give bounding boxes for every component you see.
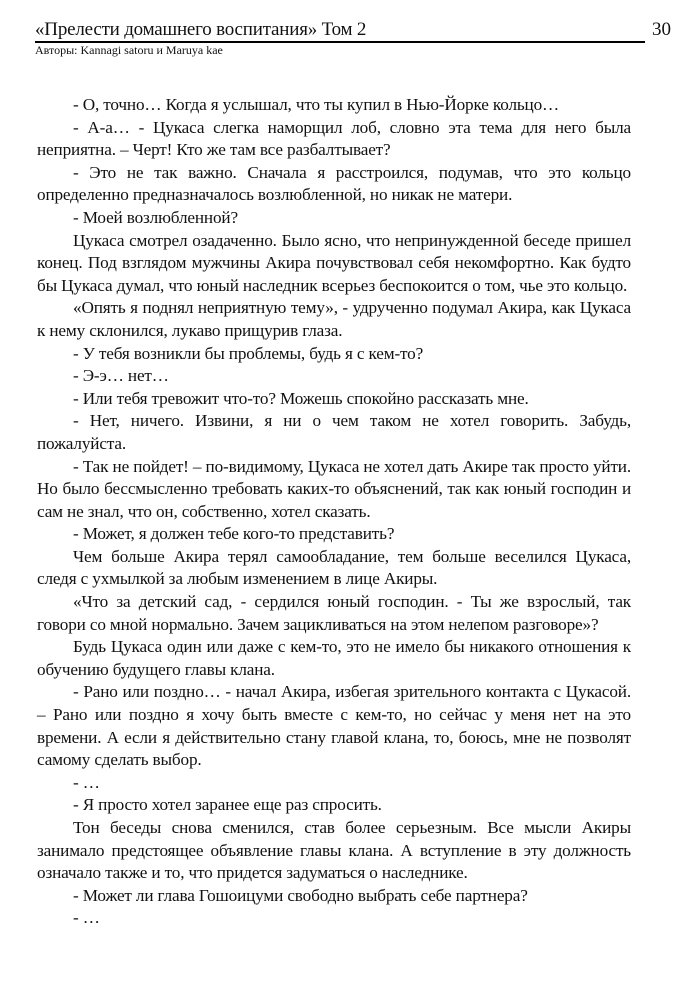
paragraph: «Опять я поднял неприятную тему», - удрученно подумал Акира, как Цукаса к нему склонился, лукаво прищурив глаза. xyxy=(37,298,631,340)
paragraph: - Так не пойдет! – по-видимому, Цукаса не хотел дать Акире так просто уйти. Но было бессмысленно требовать каких-то объяснений, так как юный господин и сам не знал, что он, собственно, хотел сказать. xyxy=(37,456,631,521)
paragraph: - Нет, ничего. Извини, я ни о чем таком не хотел говорить. Забудь, пожалуйста. xyxy=(37,411,631,453)
paragraph: Тон беседы снова сменился, став более серьезным. Все мысли Акиры занимало предстоящее объявление главы клана. А вступление в эту должность означало также и то, что придется задуматься о наследнике. xyxy=(37,818,631,883)
paragraph: - … xyxy=(73,908,100,928)
body-text xyxy=(37,94,631,930)
paragraph: «Что за детский сад, - сердился юный господин. - Ты же взрослый, так говори со мной нормально. Зачем зацикливаться на этом нелепом разговоре»? xyxy=(37,592,631,634)
book-title: «Прелести домашнего воспитания» Том 2 xyxy=(35,20,645,43)
paragraph: Чем больше Акира терял самообладание, тем больше веселился Цукаса, следя с ухмылкой за любым изменением в лице Акиры. xyxy=(37,546,631,589)
paragraph: - Рано или поздно… - начал Акира, избегая зрительного контакта с Цукасой. – Рано или поздно я хочу быть вместе с кем-то, но сейчас у меня нет на это времени. А если я действительно стану главой клана, то, боюсь, мне не позволят самому сделать выбор. xyxy=(37,682,631,770)
paragraph: - Может, я должен тебе кого-то представить? xyxy=(73,524,395,544)
page-number: 30 xyxy=(652,19,671,40)
paragraph: - … xyxy=(73,772,100,792)
paragraph: - У тебя возникли бы проблемы, будь я с кем-то? xyxy=(73,343,424,363)
paragraph: Цукаса смотрел озадаченно. Было ясно, что непринужденной беседе пришел конец. Под взглядом мужчины Акира почувствовал себя некомфортно. Как будто бы Цукаса думал, что юный наследник всерьез беспокоится о том, чье это кольцо. xyxy=(37,230,631,295)
paragraph: - Я просто хотел заранее еще раз спросить. xyxy=(73,795,382,815)
paragraph: - Или тебя тревожит что-то? Можешь спокойно рассказать мне. xyxy=(73,388,529,408)
paragraph: - Э-э… нет… xyxy=(73,366,169,386)
paragraph: - Моей возлюбленной? xyxy=(73,207,238,227)
paragraph: - А-а… - Цукаса слегка наморщил лоб, словно эта тема для него была неприятна. – Черт! Кто же там все разбалтывает? xyxy=(37,117,631,160)
page-header xyxy=(35,20,645,57)
paragraph: - О, точно… Когда я услышал, что ты купил в Нью-Йорке кольцо… xyxy=(73,95,560,114)
paragraph: Будь Цукаса один или даже с кем-то, это не имело бы никакого отношения к обучению будущего главы клана. xyxy=(37,637,631,679)
paragraph: - Это не так важно. Сначала я расстроился, подумав, что это кольцо определенно предназначалось возлюбленной, но никак не матери. xyxy=(37,162,631,205)
authors-line: Авторы: Kannagi satoru и Maruya kae xyxy=(35,43,223,57)
paragraph: - Может ли глава Гошоицуми свободно выбрать себе партнера? xyxy=(73,885,528,905)
